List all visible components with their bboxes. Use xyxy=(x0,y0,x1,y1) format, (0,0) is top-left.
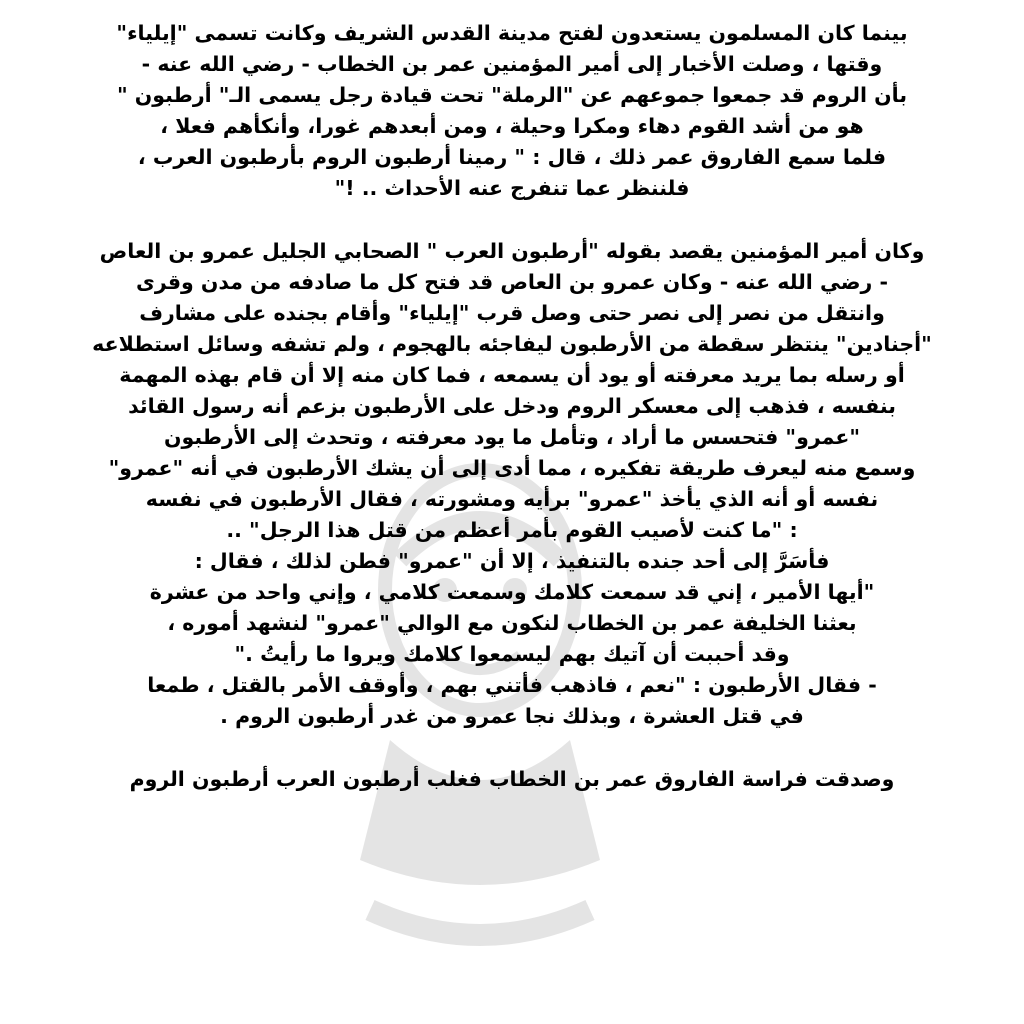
text-line: وصدقت فراسة الفاروق عمر بن الخطاب فغلب أرطبون العرب أرطبون الروم xyxy=(129,767,895,791)
text-line: فلما سمع الفاروق عمر ذلك ، قال : " رمينا أرطبون الروم بأرطبون العرب ، xyxy=(137,145,887,169)
text-line: - رضي الله عنه - وكان عمرو بن العاص قد فتح كل ما صادفه من مدن وقرى xyxy=(136,270,888,294)
text-line: "أجنادين" ينتظر سقطة من الأرطبون ليفاجئه بالهجوم ، ولم تشفه وسائل استطلاعه xyxy=(92,332,932,356)
paragraph-spacer xyxy=(40,732,984,764)
text-line: : "ما كنت لأصيب القوم بأمر أعظم من قتل هذا الرجل" .. xyxy=(226,518,798,542)
article-text xyxy=(40,18,984,795)
paragraph-3 xyxy=(40,764,984,795)
text-line: أو رسله بما يريد معرفته أو يود أن يسمعه ، فما كان منه إلا أن قام بهذه المهمة xyxy=(119,363,905,387)
text-line: هو من أشد القوم دهاء ومكرا وحيلة ، ومن أبعدهم غورا، وأنكأهم فعلا ، xyxy=(160,114,864,138)
text-line: بأن الروم قد جمعوا جموعهم عن "الرملة" تحت قيادة رجل يسمى الـ" أرطبون " xyxy=(116,83,908,107)
text-line: وقتها ، وصلت الأخبار إلى أمير المؤمنين عمر بن الخطاب - رضي الله عنه - xyxy=(141,52,883,76)
text-line: بعثنا الخليفة عمر بن الخطاب لنكون مع الوالي "عمرو" لنشهد أموره ، xyxy=(167,611,857,635)
paragraph-2 xyxy=(40,236,984,732)
paragraph-1 xyxy=(40,18,984,204)
text-line: في قتل العشرة ، وبذلك نجا عمرو من غدر أرطبون الروم . xyxy=(220,704,804,728)
text-line: نفسه أو أنه الذي يأخذ "عمرو" برأيه ومشورته ، فقال الأرطبون في نفسه xyxy=(145,487,879,511)
text-line: "عمرو" فتحسس ما أراد ، وتأمل ما يود معرفته ، وتحدث إلى الأرطبون xyxy=(163,425,861,449)
text-line: - فقال الأرطبون : "نعم ، فاذهب فأتني بهم ، وأوقف الأمر بالقتل ، طمعا xyxy=(147,673,877,697)
paragraph-spacer xyxy=(40,204,984,236)
text-line: "أيها الأمير ، إني قد سمعت كلامك وسمعت كلامي ، وإني واحد من عشرة xyxy=(149,580,875,604)
text-line: وانتقل من نصر إلى نصر حتى وصل قرب "إيلياء" وأقام بجنده على مشارف xyxy=(139,301,885,325)
text-line: وسمع منه ليعرف طريقة تفكيره ، مما أدى إلى أن يشك الأرطبون في أنه "عمرو" xyxy=(108,456,916,480)
text-line: وكان أمير المؤمنين يقصد بقوله "أرطبون العرب " الصحابي الجليل عمرو بن العاص xyxy=(99,239,925,263)
text-line: بينما كان المسلمون يستعدون لفتح مدينة القدس الشريف وكانت تسمى "إيلياء" xyxy=(116,21,908,45)
text-line: فأسَرَّ إلى أحد جنده بالتنفيذ ، إلا أن "عمرو" فطن لذلك ، فقال : xyxy=(194,549,830,573)
text-line: بنفسه ، فذهب إلى معسكر الروم ودخل على الأرطبون بزعم أنه رسول القائد xyxy=(128,394,896,418)
text-line: فلننظر عما تنفرج عنه الأحداث .. !" xyxy=(334,176,690,200)
text-line: وقد أحببت أن آتيك بهم ليسمعوا كلامك ويروا ما رأيتُ ." xyxy=(234,642,790,666)
